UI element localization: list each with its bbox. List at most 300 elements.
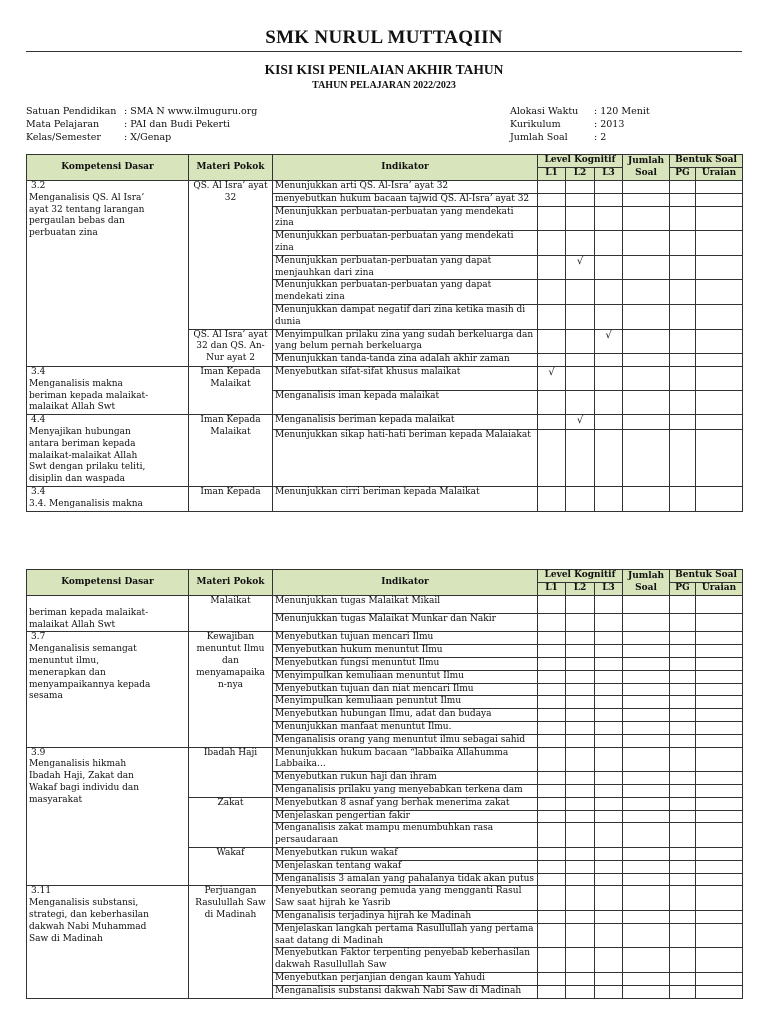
kd-text: Menganalisis semangat menuntut ilmu, menerapkan dan menyampaikannya kepada sesama (29, 644, 151, 702)
kd-cell (27, 747, 189, 886)
empty-cell (670, 847, 696, 860)
col-l3: L3 (595, 583, 623, 596)
indikator-cell: Menganalisis beriman kepada malaikat (273, 415, 538, 430)
empty-cell (696, 696, 743, 709)
empty-cell (696, 329, 743, 354)
indikator-cell: Menyimpulkan kemuliaan menuntut Ilmu (273, 670, 538, 683)
empty-cell (670, 797, 696, 810)
empty-cell (538, 614, 566, 632)
empty-cell (538, 430, 566, 487)
empty-cell (538, 645, 566, 658)
kd-number: 3.4 (31, 486, 46, 497)
materi-cell: QS. Al Isra’ ayat 32 (189, 181, 273, 330)
empty-cell (696, 596, 743, 614)
empty-cell (670, 873, 696, 886)
indikator-cell: Menunjukkan dampat negatif dari zina ketika masih di dunia (273, 304, 538, 329)
indikator-cell: Menjelaskan tentang wakaf (273, 860, 538, 873)
empty-cell (623, 797, 670, 810)
empty-cell (670, 415, 696, 430)
col-materi-pokok: Materi Pokok (189, 570, 273, 596)
header-divider (26, 51, 742, 52)
indikator-cell: Menganalisis substansi dakwah Nabi Saw di Madinah (273, 985, 538, 998)
empty-cell (595, 632, 623, 645)
empty-cell (538, 206, 566, 231)
col-jumlah-soal: Jumlah Soal (623, 570, 670, 596)
indikator-cell: Menganalisis iman kepada malaikat (273, 391, 538, 415)
empty-cell (566, 721, 595, 734)
empty-cell (696, 810, 743, 823)
empty-cell (566, 972, 595, 985)
empty-cell (623, 873, 670, 886)
col-pg: PG (670, 583, 696, 596)
empty-cell (595, 972, 623, 985)
check-mark: √ (595, 329, 623, 354)
kd-cell (27, 886, 189, 998)
empty-cell (566, 784, 595, 797)
empty-cell (538, 280, 566, 305)
empty-cell (623, 772, 670, 785)
empty-cell (538, 873, 566, 886)
empty-cell (670, 886, 696, 911)
indikator-cell: Menganalisis prilaku yang menyebabkan terkena dam (273, 784, 538, 797)
empty-cell (566, 632, 595, 645)
col-l1: L1 (538, 168, 566, 181)
info-value: : X/Genap (124, 132, 172, 143)
empty-cell (566, 923, 595, 948)
empty-cell (538, 772, 566, 785)
empty-cell (623, 329, 670, 354)
empty-cell (623, 391, 670, 415)
empty-cell (623, 747, 670, 772)
empty-cell (670, 772, 696, 785)
empty-cell (696, 280, 743, 305)
empty-cell (670, 747, 696, 772)
indikator-cell: Menunjukkan hukum bacaan “labbaika Allahumma Labbaika… (273, 747, 538, 772)
empty-cell (566, 823, 595, 848)
empty-cell (623, 948, 670, 973)
empty-cell (696, 873, 743, 886)
empty-cell (696, 486, 743, 511)
empty-cell (595, 391, 623, 415)
empty-cell (696, 366, 743, 390)
empty-cell (566, 486, 595, 511)
kd-text: Menganalisis substansi, strategi, dan keberhasilan dakwah Nabi Muhammad Saw di Madinah (29, 898, 149, 944)
empty-cell (566, 304, 595, 329)
col-bentuk-soal: Bentuk Soal (670, 570, 743, 583)
info-label: Kurikulum (510, 119, 561, 130)
table-row (27, 747, 743, 772)
empty-cell (670, 696, 696, 709)
indikator-cell: Menunjukkan tugas Malaikat Munkar dan Nakir (273, 614, 538, 632)
materi-cell: Iman Kepada (189, 486, 273, 511)
empty-cell (696, 354, 743, 367)
indikator-cell: Menganalisis zakat mampu menumbuhkan rasa persaudaraan (273, 823, 538, 848)
indikator-cell: Menyebutkan rukun haji dan ihram (273, 772, 538, 785)
empty-cell (595, 181, 623, 194)
empty-cell (538, 721, 566, 734)
empty-cell (623, 823, 670, 848)
empty-cell (623, 860, 670, 873)
indikator-cell: Menunjukkan cirri beriman kepada Malaikat (273, 486, 538, 511)
empty-cell (670, 181, 696, 194)
indikator-cell: Menganalisis orang yang menuntut ilmu sebagai sahid (273, 734, 538, 747)
empty-cell (538, 596, 566, 614)
info-value: : 2 (594, 132, 607, 143)
col-bentuk-soal: Bentuk Soal (670, 155, 743, 168)
empty-cell (670, 486, 696, 511)
empty-cell (595, 873, 623, 886)
kd-cell (27, 415, 189, 487)
empty-cell (623, 596, 670, 614)
empty-cell (623, 910, 670, 923)
empty-cell (595, 823, 623, 848)
kd-text: beriman kepada malaikat-malaikat Allah Swt (29, 607, 149, 630)
empty-cell (623, 231, 670, 256)
table-row (27, 886, 743, 911)
empty-cell (566, 847, 595, 860)
empty-cell (696, 847, 743, 860)
empty-cell (670, 823, 696, 848)
empty-cell (566, 181, 595, 194)
indikator-cell: Menyebutkan hukum menuntut Ilmu (273, 645, 538, 658)
kd-number: 3.11 (31, 886, 52, 897)
empty-cell (696, 886, 743, 911)
empty-cell (595, 354, 623, 367)
empty-cell (595, 430, 623, 487)
indikator-cell: Menyebutkan fungsi menuntut Ilmu (273, 657, 538, 670)
kd-number: 3.7 (31, 632, 46, 643)
empty-cell (623, 696, 670, 709)
empty-cell (595, 847, 623, 860)
empty-cell (623, 280, 670, 305)
empty-cell (538, 747, 566, 772)
indikator-cell: Menyebutkan Faktor terpenting penyebab keberhasilan dakwah Rasullullah Saw (273, 948, 538, 973)
empty-cell (696, 304, 743, 329)
indikator-cell: Menunjukkan sikap hati-hati beriman kepada Malaiakat (273, 430, 538, 487)
empty-cell (623, 923, 670, 948)
empty-cell (595, 645, 623, 658)
empty-cell (670, 972, 696, 985)
indikator-cell: Menganalisis terjadinya hijrah ke Madinah (273, 910, 538, 923)
empty-cell (595, 486, 623, 511)
materi-cell: Wakaf (189, 847, 273, 885)
empty-cell (595, 683, 623, 696)
empty-cell (566, 734, 595, 747)
empty-cell (696, 231, 743, 256)
empty-cell (566, 391, 595, 415)
indikator-cell: Menganalisis 3 amalan yang pahalanya tidak akan putus (273, 873, 538, 886)
kd-cell (27, 366, 189, 414)
empty-cell (670, 280, 696, 305)
empty-cell (595, 709, 623, 722)
empty-cell (538, 784, 566, 797)
empty-cell (595, 670, 623, 683)
empty-cell (696, 747, 743, 772)
col-l2: L2 (566, 583, 595, 596)
school-name: SMK NURUL MUTTAQIIN (265, 27, 503, 48)
materi-cell: QS. Al Isra’ ayat 32 dan QS. An-Nur ayat 2 (189, 329, 273, 366)
empty-cell (670, 304, 696, 329)
indikator-cell: Menyebutkan seorang pemuda yang mengganti Rasul Saw saat hijrah ke Yasrib (273, 886, 538, 911)
empty-cell (696, 645, 743, 658)
empty-cell (623, 847, 670, 860)
indikator-cell: Menunjukkan perbuatan-perbuatan yang dapat menjauhkan dari zina (273, 255, 538, 280)
empty-cell (595, 193, 623, 206)
indikator-cell: Menunjukkan tugas Malaikat Mikail (273, 596, 538, 614)
empty-cell (696, 823, 743, 848)
indikator-cell: Menjelaskan pengertian fakir (273, 810, 538, 823)
empty-cell (538, 797, 566, 810)
empty-cell (623, 354, 670, 367)
indikator-cell: Menyebutkan sifat-sifat khusus malaikat (273, 366, 538, 390)
empty-cell (696, 430, 743, 487)
table-row (27, 632, 743, 645)
empty-cell (566, 886, 595, 911)
col-l2: L2 (566, 168, 595, 181)
materi-cell: Ibadah Haji (189, 747, 273, 797)
kd-cell (27, 632, 189, 747)
empty-cell (595, 280, 623, 305)
empty-cell (538, 696, 566, 709)
empty-cell (623, 181, 670, 194)
kd-number: 4.4 (31, 415, 46, 426)
empty-cell (670, 721, 696, 734)
empty-cell (566, 696, 595, 709)
indikator-cell: Menyebutkan perjanjian dengan kaum Yahudi (273, 972, 538, 985)
empty-cell (566, 231, 595, 256)
empty-cell (566, 772, 595, 785)
col-materi-pokok: Materi Pokok (189, 155, 273, 181)
empty-cell (595, 614, 623, 632)
indikator-cell: Menyebutkan hubungan Ilmu, adat dan budaya (273, 709, 538, 722)
empty-cell (566, 430, 595, 487)
empty-cell (696, 948, 743, 973)
empty-cell (595, 596, 623, 614)
col-level-kognitif: Level Kognitif (538, 570, 623, 583)
empty-cell (538, 734, 566, 747)
empty-cell (670, 683, 696, 696)
empty-cell (566, 797, 595, 810)
empty-cell (670, 354, 696, 367)
kd-text: Menganalisis makna beriman kepada malaikat-malaikat Allah Swt (29, 378, 149, 413)
empty-cell (595, 696, 623, 709)
col-uraian: Uraian (696, 168, 743, 181)
kd-number: 3.9 (31, 747, 46, 758)
empty-cell (566, 910, 595, 923)
empty-cell (696, 797, 743, 810)
empty-cell (595, 886, 623, 911)
check-mark: √ (566, 255, 595, 280)
empty-cell (696, 181, 743, 194)
kd-text: Menganalisis hikmah Ibadah Haji, Zakat dan Wakaf bagi individu dan masyarakat (29, 759, 140, 805)
empty-cell (538, 632, 566, 645)
empty-cell (538, 181, 566, 194)
empty-cell (566, 329, 595, 354)
empty-cell (566, 948, 595, 973)
empty-cell (696, 772, 743, 785)
empty-cell (595, 860, 623, 873)
empty-cell (670, 206, 696, 231)
empty-cell (670, 910, 696, 923)
empty-cell (595, 255, 623, 280)
empty-cell (595, 923, 623, 948)
empty-cell (595, 948, 623, 973)
empty-cell (595, 734, 623, 747)
empty-cell (566, 985, 595, 998)
kd-cell (27, 596, 189, 632)
materi-cell: Iman Kepada Malaikat (189, 366, 273, 414)
empty-cell (538, 823, 566, 848)
empty-cell (623, 486, 670, 511)
document-title: KISI KISI PENILAIAN AKHIR TAHUN (264, 62, 504, 77)
empty-cell (566, 366, 595, 390)
empty-cell (566, 280, 595, 305)
indikator-cell: Menunjukkan perbuatan-perbuatan yang mendekati zina (273, 206, 538, 231)
indikator-cell: Menyebutkan tujuan mencari Ilmu (273, 632, 538, 645)
empty-cell (623, 415, 670, 430)
col-pg: PG (670, 168, 696, 181)
col-l1: L1 (538, 583, 566, 596)
indikator-cell: Menyebutkan rukun wakaf (273, 847, 538, 860)
empty-cell (670, 810, 696, 823)
empty-cell (595, 231, 623, 256)
empty-cell (538, 910, 566, 923)
empty-cell (623, 206, 670, 231)
empty-cell (696, 415, 743, 430)
empty-cell (670, 645, 696, 658)
empty-cell (670, 391, 696, 415)
empty-cell (566, 683, 595, 696)
col-jumlah-soal: Jumlah Soal (623, 155, 670, 181)
info-value: : 120 Menit (594, 106, 650, 117)
empty-cell (538, 972, 566, 985)
empty-cell (595, 910, 623, 923)
col-indikator: Indikator (273, 155, 538, 181)
kisi-table-2 (26, 569, 743, 999)
empty-cell (670, 614, 696, 632)
empty-cell (538, 948, 566, 973)
empty-cell (595, 985, 623, 998)
empty-cell (595, 797, 623, 810)
empty-cell (696, 614, 743, 632)
empty-cell (670, 255, 696, 280)
empty-cell (538, 847, 566, 860)
empty-cell (623, 734, 670, 747)
empty-cell (566, 810, 595, 823)
indikator-cell: Menunjukkan tanda-tanda zina adalah akhir zaman (273, 354, 538, 367)
empty-cell (696, 657, 743, 670)
kd-text: Menganalisis QS. Al Isra’ ayat 32 tentang larangan pergaulan bebas dan perbuatan zina (29, 192, 145, 239)
col-kompetensi-dasar: Kompetensi Dasar (27, 570, 189, 596)
indikator-cell: Menyebutkan 8 asnaf yang berhak menerima zakat (273, 797, 538, 810)
indikator-cell: Menunjukkan arti QS. Al-Isra’ ayat 32 (273, 181, 538, 194)
empty-cell (538, 329, 566, 354)
empty-cell (566, 354, 595, 367)
empty-cell (566, 747, 595, 772)
empty-cell (696, 972, 743, 985)
table-row (27, 181, 743, 194)
info-value: : SMA N www.ilmuguru.org (124, 106, 258, 117)
empty-cell (566, 873, 595, 886)
empty-cell (670, 329, 696, 354)
check-mark: √ (538, 366, 566, 390)
indikator-cell: Menjelaskan langkah pertama Rasullullah yang pertama saat datang di Madinah (273, 923, 538, 948)
check-mark: √ (566, 415, 595, 430)
kd-cell (27, 486, 189, 511)
col-level-kognitif: Level Kognitif (538, 155, 623, 168)
info-label: Kelas/Semester (26, 132, 101, 143)
empty-cell (670, 709, 696, 722)
empty-cell (670, 860, 696, 873)
empty-cell (670, 657, 696, 670)
empty-cell (538, 486, 566, 511)
empty-cell (696, 206, 743, 231)
table-row (27, 415, 743, 430)
materi-cell: Perjuangan Rasulullah Saw di Madinah (189, 886, 273, 998)
empty-cell (595, 747, 623, 772)
empty-cell (595, 772, 623, 785)
indikator-cell: Menyimpulkan prilaku zina yang sudah berkeluarga dan yang belum pernah berkeluarga (273, 329, 538, 354)
empty-cell (623, 683, 670, 696)
empty-cell (595, 657, 623, 670)
kd-cell (27, 181, 189, 367)
empty-cell (670, 430, 696, 487)
empty-cell (623, 972, 670, 985)
empty-cell (696, 255, 743, 280)
empty-cell (566, 206, 595, 231)
empty-cell (538, 255, 566, 280)
empty-cell (696, 910, 743, 923)
empty-cell (623, 193, 670, 206)
empty-cell (696, 923, 743, 948)
empty-cell (623, 810, 670, 823)
empty-cell (623, 632, 670, 645)
empty-cell (670, 985, 696, 998)
empty-cell (538, 193, 566, 206)
info-left (26, 105, 257, 144)
empty-cell (670, 231, 696, 256)
info-label: Jumlah Soal (510, 132, 568, 143)
materi-cell: Kewajiban menuntut Ilmu dan menyamapaika n-nya (189, 632, 273, 747)
table-row (27, 596, 743, 614)
empty-cell (696, 670, 743, 683)
empty-cell (538, 923, 566, 948)
empty-cell (595, 810, 623, 823)
indikator-cell: Menunjukkan perbuatan-perbuatan yang mendekati zina (273, 231, 538, 256)
indikator-cell: Menunjukkan manfaat menuntut Ilmu. (273, 721, 538, 734)
empty-cell (538, 709, 566, 722)
col-indikator: Indikator (273, 570, 538, 596)
kd-number: 3.2 (31, 181, 46, 191)
document-subtitle: TAHUN PELAJARAN 2022/2023 (312, 80, 456, 91)
empty-cell (623, 657, 670, 670)
empty-cell (595, 784, 623, 797)
empty-cell (623, 784, 670, 797)
empty-cell (623, 255, 670, 280)
empty-cell (538, 415, 566, 430)
empty-cell (623, 304, 670, 329)
empty-cell (696, 721, 743, 734)
empty-cell (696, 193, 743, 206)
indikator-cell: Menyebutkan tujuan dan niat mencari Ilmu (273, 683, 538, 696)
empty-cell (670, 670, 696, 683)
empty-cell (623, 709, 670, 722)
empty-cell (670, 193, 696, 206)
empty-cell (696, 734, 743, 747)
empty-cell (566, 193, 595, 206)
empty-cell (538, 985, 566, 998)
empty-cell (566, 614, 595, 632)
